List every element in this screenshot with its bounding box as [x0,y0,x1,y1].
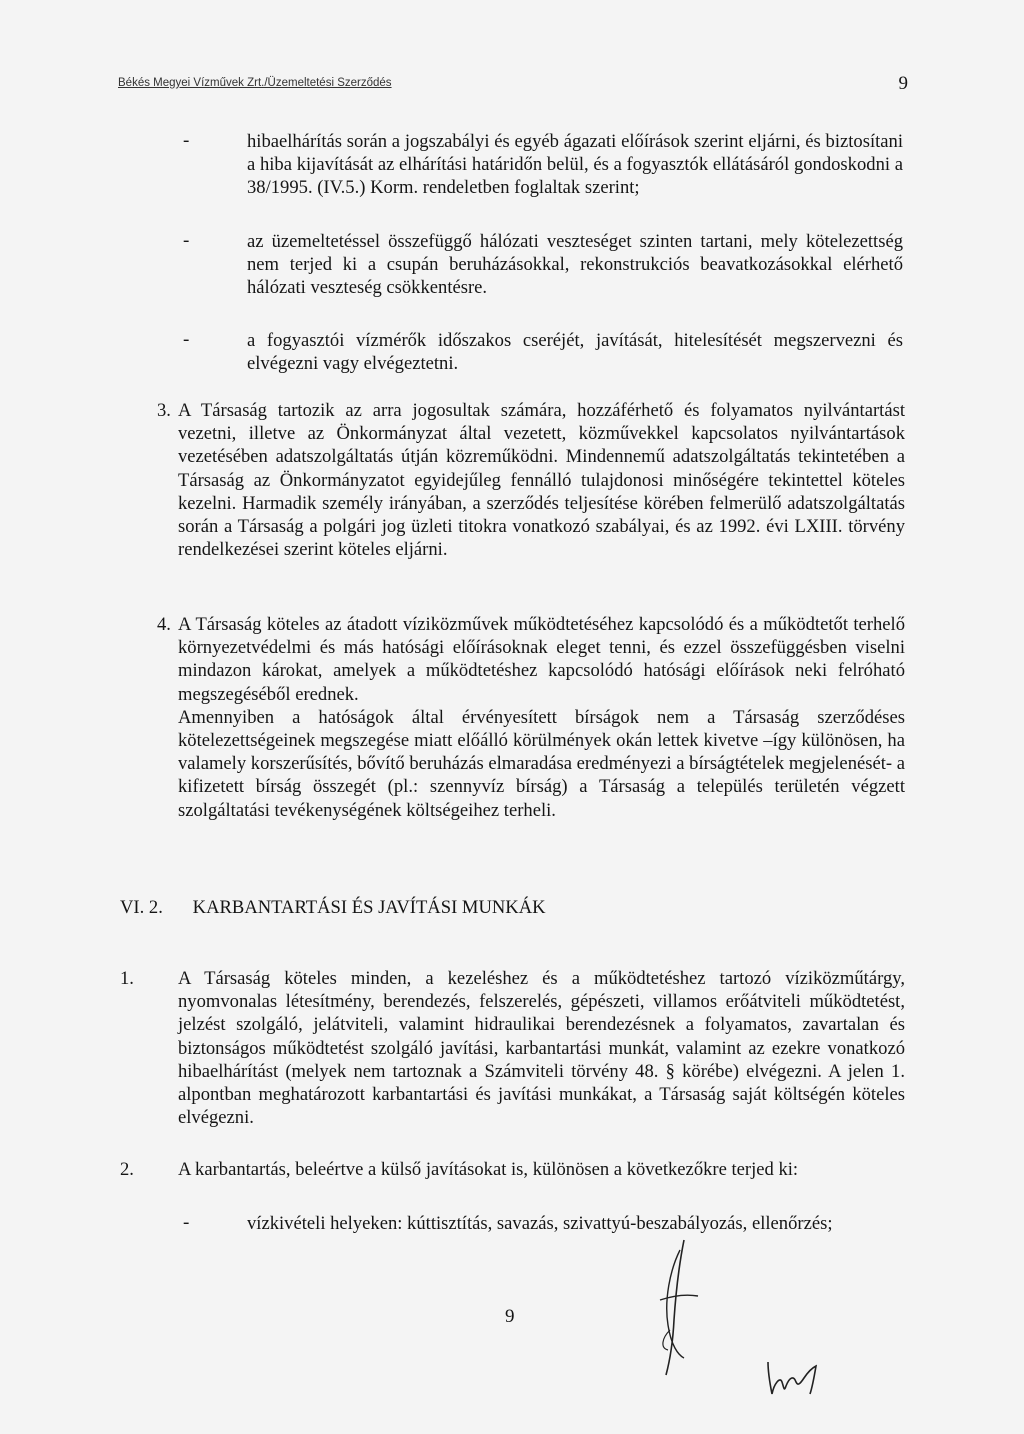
bullet-text: az üzemeltetéssel összefüggő hálózati veszteséget szinten tartani, mely kötelezettség nem terjed ki a csupán beruházásokkal, rekonstrukciós beavatkozásokkal elérhető hálózati veszteség csökkentésre. [247,231,903,299]
bullet-item [183,1212,903,1235]
bullet-dash: - [183,130,190,151]
numbered-paragraph [120,399,905,561]
paragraph-number: 1. [120,968,134,989]
bullet-dash: - [183,1212,190,1233]
footer-page-number: 9 [505,1306,515,1327]
bullet-text: a fogyasztói vízmérők időszakos cseréjét, javítását, hitelesítését megszervezni és elvégezni vagy elvégeztetni. [247,330,903,375]
paragraph-text: A Társaság köteles az átadott víziközművek működtetéséhez kapcsolódó és a működtetőt terhelő környezetvédelmi és más hatósági előírásoknak eleget tenni, és ezzel összefüggésben viselni mindazon károkat, amelyek a működtetéshez kapcsolódó hatósági előírások neki felróható megszegéséből erednek. [178,614,905,705]
header-title: Békés Megyei Vízművek Zrt./Üzemeltetési Szerződés [118,77,392,89]
initials-signature-icon [762,1358,822,1398]
numbered-paragraph [120,967,905,1129]
signature-icon [640,1230,710,1380]
bullet-item [183,130,903,200]
paragraph-number: 3. [157,400,171,421]
section-number: VI. 2. [120,897,163,918]
numbered-paragraph [120,613,905,822]
bullet-item [183,230,903,300]
bullet-dash: - [183,329,190,350]
paragraph-text: A Társaság köteles minden, a kezeléshez és a működtetéshez tartozó víziközműtárgy, nyomvonalas létesítmény, berendezés, felszerelés, gépészeti, villamos erőátviteli működtetést, jelzést szolgáló, jelátviteli, valamint hidraulikai berendezésnek a folyamatos, zavartalan és biztonságos működtetést szolgáló javítási, karbantartási munkát, valamint az ezekre vonatkozó hibaelhárítást (melyek nem tartoznak a Számviteli törvény 48. § körébe) elvégezni. A jelen 1. alpontban meghatározott karbantartási és javítási munkákat, a Társaság saját költségén köteles elvégezni. [178,968,905,1129]
bullet-text: vízkivételi helyeken: kúttisztítás, savazás, szivattyú-beszabályozás, ellenőrzés; [247,1213,833,1234]
bullet-dash: - [183,230,190,251]
bullet-item [183,329,903,375]
paragraph-text-continued: Amennyiben a hatóságok által érvényesített bírságok nem a Társaság szerződéses kötelezettségeinek megszegése miatt előálló körülmények okán lettek kivetve –így különösen, ha valamely korszerűsítés, bővítő beruházás elmaradása eredményezi a bírságtételek megjelenését- a kifizetett bírság összegét (pl.: szennyvíz bírság) a Társaság a település területén végzett szolgáltatási tevékenységének költségeihez terheli. [178,706,905,821]
bullet-text: hibaelhárítás során a jogszabályi és egyéb ágazati előírások szerint eljárni, és biztosítani a hiba kijavítását az elhárítási határidőn belül, és a fogyasztók ellátásáról gondoskodni a 38/1995. (IV.5.) Korm. rendeletben foglaltak szerint; [247,131,903,199]
header-page-number: 9 [898,73,908,94]
section-heading [120,897,546,919]
paragraph-number: 4. [157,614,171,635]
paragraph-text: A karbantartás, beleértve a külső javításokat is, különösen a következőkre terjed ki: [178,1159,799,1180]
section-title: KARBANTARTÁSI ÉS JAVÍTÁSI MUNKÁK [192,897,546,918]
paragraph-number: 2. [120,1159,134,1180]
page-header [118,73,908,97]
paragraph-text: A Társaság tartozik az arra jogosultak számára, hozzáférhető és folyamatos nyilvántartást vezetni, illetve az Önkormányzat által vezetett, közművekkel kapcsolatos nyilvántartások vezetésében adatszolgáltatás útján közreműködni. Mindennemű adatszolgáltatás tekintetében a Társaság az Önkormányzatot egyidejűleg fennálló tulajdonosi minőségére tekintettel köteles kezelni. Harmadik személy irányában, a szerződés teljesítése körében felmerülő adatszolgáltatás során a Társaság a polgári jog üzleti titokra vonatkozó szabályai, és az 1992. évi LXIII. törvény rendelkezései szerint köteles eljárni. [178,400,905,561]
numbered-paragraph [120,1158,905,1181]
